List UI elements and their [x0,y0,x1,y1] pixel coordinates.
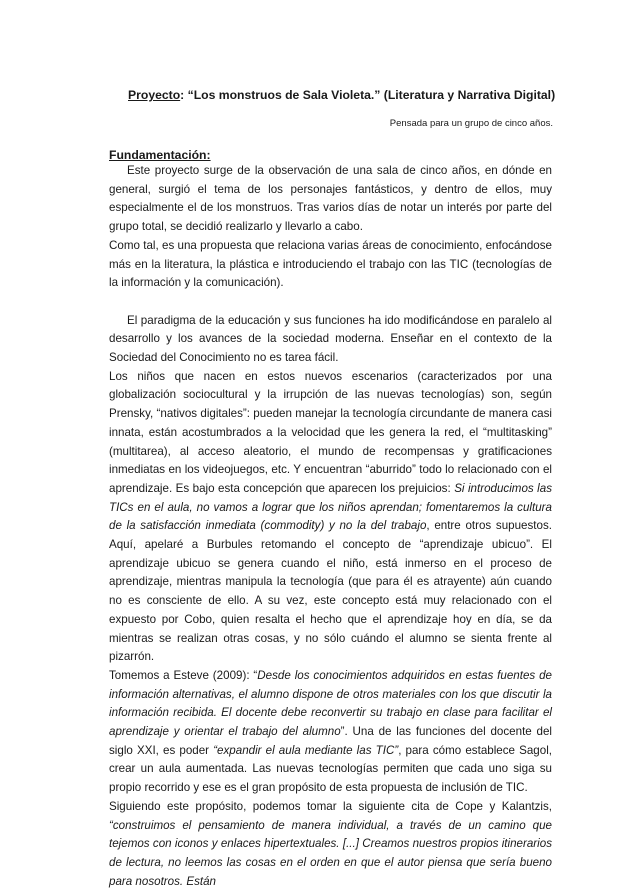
paragraph-5-text-b: ”. Una de las funciones del docente del siglo XXI, es poder [109,725,552,757]
paragraph-4-text-a: Los niños que nacen en estos nuevos escenarios (caracterizados por una globalización sociocultural y la irrupción de las nuevas tecnologías) son, según Prensky, “nativos digitales”: pueden manejar la tecnología circundante de manera casi innata, están acostumbrados a la velocidad que les genera la red, el “multitasking” (multitarea), al acceso aleatorio, el mundo de recompensas y gratificaciones inmediatas en los videojuegos, etc. Y encuentran “aburrido” todo lo relacionado con el aprendizaje. Es bajo esta concepción que aparecen los prejuicios: [109,369,552,495]
section-heading: Fundamentación: [109,148,211,162]
paragraph-3: El paradigma de la educación y sus funciones ha ido modificándose en paralelo al desarrollo y los avances de la sociedad moderna. Enseñar en el contexto de la Sociedad del Conocimiento no es tarea fácil. [109,313,552,365]
paragraph-5-quote-2: “expandir el aula mediante las TIC” [213,743,399,757]
project-title-text: : “Los monstruos de Sala Violeta.” (Literatura y Narrativa Digital) [180,88,556,102]
paragraph-4-text-b: , entre otros supuestos. Aquí, apelaré a Burbules retomando el concepto de “aprendizaje ubicuo”. El aprendizaje ubicuo se genera cuando el niño, está inmerso en el proceso de aprendizaje, mientras manipula la tecnología (que para él es atrayente) aún cuando no es consciente de ello. A su vez, este concepto está muy relacionado con el expuesto por Cobo, quien resalta el hecho que el aprendizaje hoy en día, se da mientras se realizan otras cosas, y no sólo cuándo el alumno se sienta frente al pizarrón. [109,519,552,664]
paragraph-6-quote: “construimos el pensamiento de manera individual, a través de un camino que tejemos con iconos y enlaces hipertextuales. [...] Creamos nuestros propios itinerarios de lectura, no leemos las cosas en el orden en que el autor piensa que sería bueno para nosotros. Están [109,818,552,888]
paragraph-6 [109,798,552,891]
project-title [128,88,555,102]
paragraph-4-emphasis: Si introducimos las TICs en el aula, no vamos a lograr que los niños aprendan; fomentaremos la cultura de la satisfacción inmediata (commodity) y no la del trabajo [109,481,552,533]
paragraph-6-text-a: Siguiendo este propósito, podemos tomar la siguiente cita de Cope y Kalantzis, [109,799,552,813]
paragraph-2: Como tal, es una propuesta que relaciona varias áreas de conocimiento, enfocándose más en la literatura, la plástica e introduciendo el trabajo con las TIC (tecnologías de la información y la comunicación). [109,238,552,290]
audience-subtitle: Pensada para un grupo de cinco años. [389,118,553,129]
document-body [109,162,552,891]
paragraph-4 [109,368,552,667]
paragraph-5 [109,667,552,798]
paragraph-5-text-a: Tomemos a Esteve (2009): “ [109,668,258,682]
project-label: Proyecto [128,88,181,102]
paragraph-5-quote: Desde los conocimientos adquiridos en estas fuentes de información alternativas, el alumno dispone de otros materiales con los que discutir la información recibida. El docente debe reconvertir su trabajo en clase para facilitar el aprendizaje y orientar el trabajo del alumno [109,668,552,739]
paragraph-5-text-c: , para cómo establece Sagol, crear un aula aumentada. Las nuevas tecnologías permiten que cada uno siga su propio recorrido y ese es el gran propósito de esta propuesta de inclusión de TIC. [109,743,552,795]
paragraph-1: Este proyecto surge de la observación de una sala de cinco años, en dónde en general, surgió el tema de los personajes fantásticos, y dentro de ellos, muy especialmente el de los monstruos. Tras varios días de notar un interés por parte del grupo total, se decidió realizarlo y llevarlo a cabo. [109,164,552,234]
